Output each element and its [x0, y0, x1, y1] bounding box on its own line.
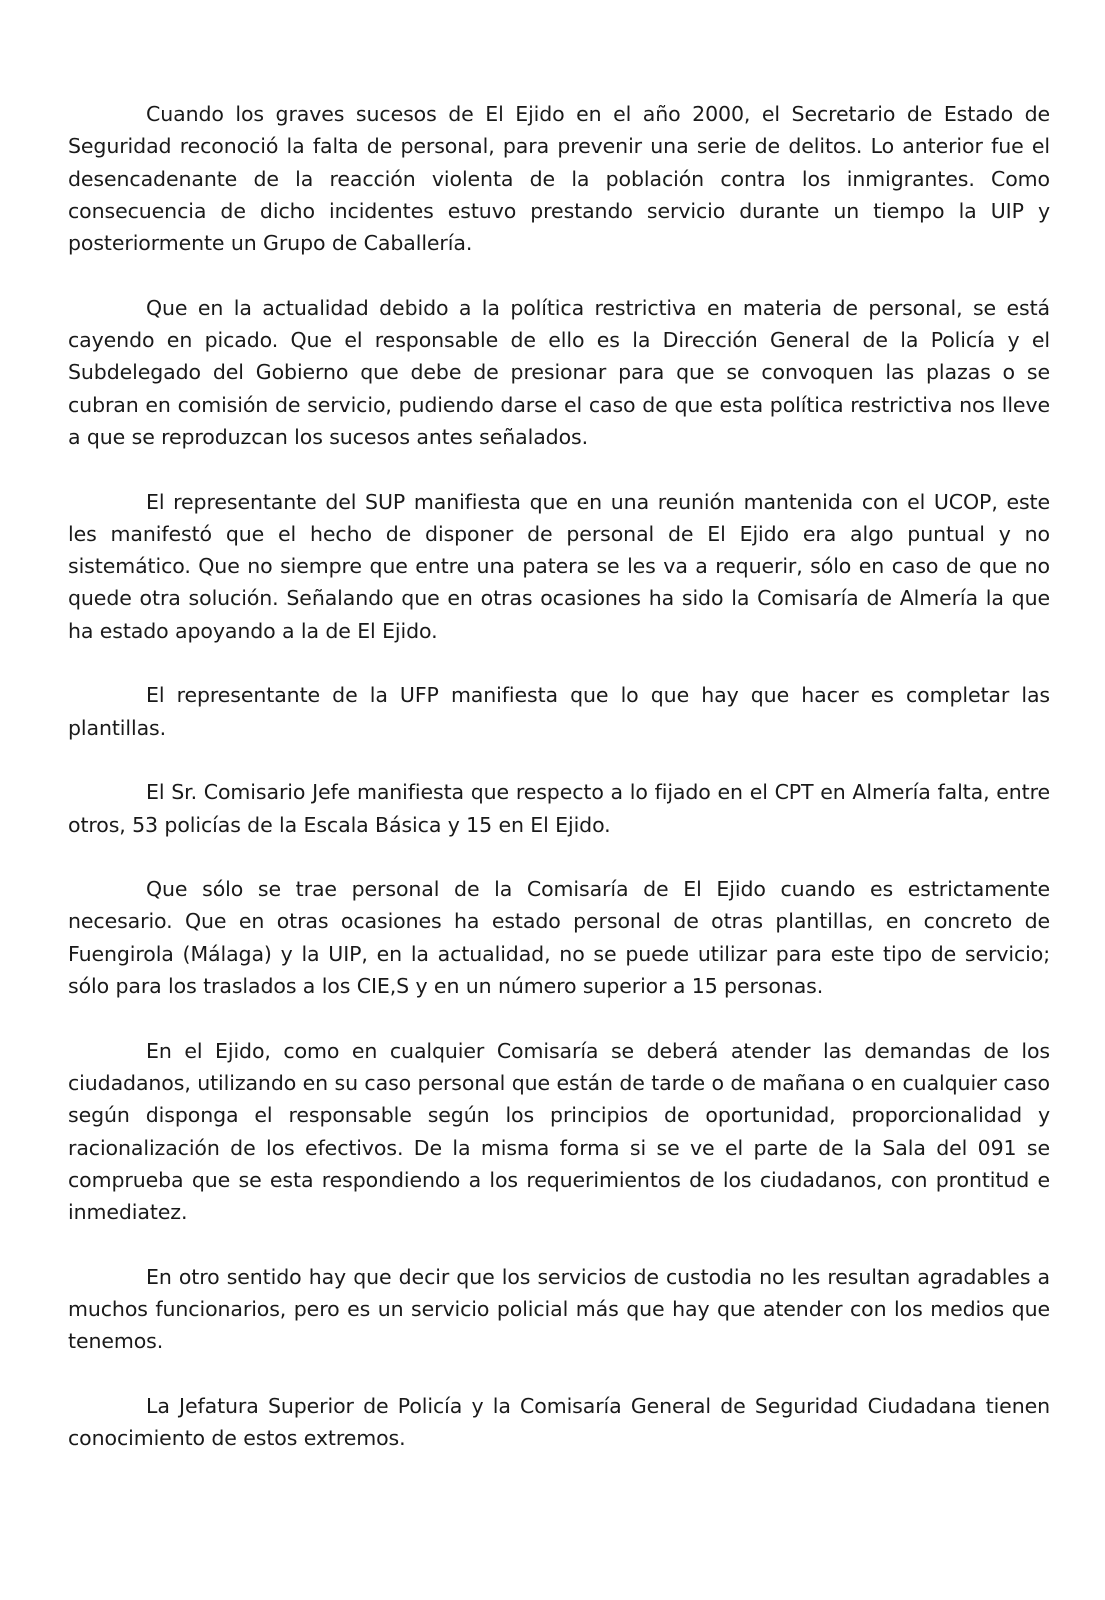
paragraph-personal-ejido: Que sólo se trae personal de la Comisaría de El Ejido cuando es estrictamente necesario. Que en otras ocasiones ha estado personal de otras plantillas, en concreto de Fuengirola (Málaga) y la UIP, en la actualidad, no se puede utilizar para este tipo de servicio; sólo para los traslados a los CIE,S y en un número superior a 15 personas.: [68, 877, 1050, 999]
paragraph-restrictive-policy: Que en la actualidad debido a la política restrictiva en materia de personal, se está cayendo en picado. Que el responsable de ello es la Dirección General de la Policía y el Subdelegado del Gobierno que debe de presionar para que se convoquen las plazas o se cubran en comisión de servicio, pudiendo darse el caso de que esta política restrictiva nos lleve a que se reproduzcan los sucesos antes señalados.: [68, 295, 1050, 449]
paragraph-ufp-representative: El representante de la UFP manifiesta que lo que hay que hacer es completar las plantillas.: [68, 683, 1050, 740]
paragraph-demandas-ciudadanos: En el Ejido, como en cualquier Comisaría se deberá atender las demandas de los ciudadanos, utilizando en su caso personal que están de tarde o de mañana o en cualquier caso según disponga el responsable según los principios de oportunidad, proporcionalidad y racionalización de los efectivos. De la misma forma si se ve el parte de la Sala del 091 se comprueba que se esta respondiendo a los requerimientos de los ciudadanos, con prontitud e inmediatez.: [68, 1038, 1050, 1225]
paragraph-sup-representative: El representante del SUP manifiesta que en una reunión mantenida con el UCOP, este les manifestó que el hecho de disponer de personal de El Ejido era algo puntual y no sistemático. Que no siempre que entre una patera se les va a requerir, sólo en caso de que no quede otra solución. Señalando que en otras ocasiones ha sido la Comisaría de Almería la que ha estado apoyando a la de El Ejido.: [68, 489, 1050, 643]
document-body: [68, 98, 1050, 1487]
paragraph-comisario-jefe: El Sr. Comisario Jefe manifiesta que respecto a lo fijado en el CPT en Almería falta, entre otros, 53 policías de la Escala Básica y 15 en El Ejido.: [68, 780, 1050, 837]
paragraph-servicios-custodia: En otro sentido hay que decir que los servicios de custodia no les resultan agradables a muchos funcionarios, pero es un servicio policial más que hay que atender con los medios que tenemos.: [68, 1264, 1050, 1354]
paragraph-ejido-2000: Cuando los graves sucesos de El Ejido en el año 2000, el Secretario de Estado de Seguridad reconoció la falta de personal, para prevenir una serie de delitos. Lo anterior fue el desencadenante de la reacción violenta de la población contra los inmigrantes. Como consecuencia de dicho incidentes estuvo prestando servicio durante un tiempo la UIP y posteriormente un Grupo de Caballería.: [68, 102, 1050, 256]
paragraph-jefatura-superior: La Jefatura Superior de Policía y la Comisaría General de Seguridad Ciudadana tienen conocimiento de estos extremos.: [68, 1393, 1050, 1451]
